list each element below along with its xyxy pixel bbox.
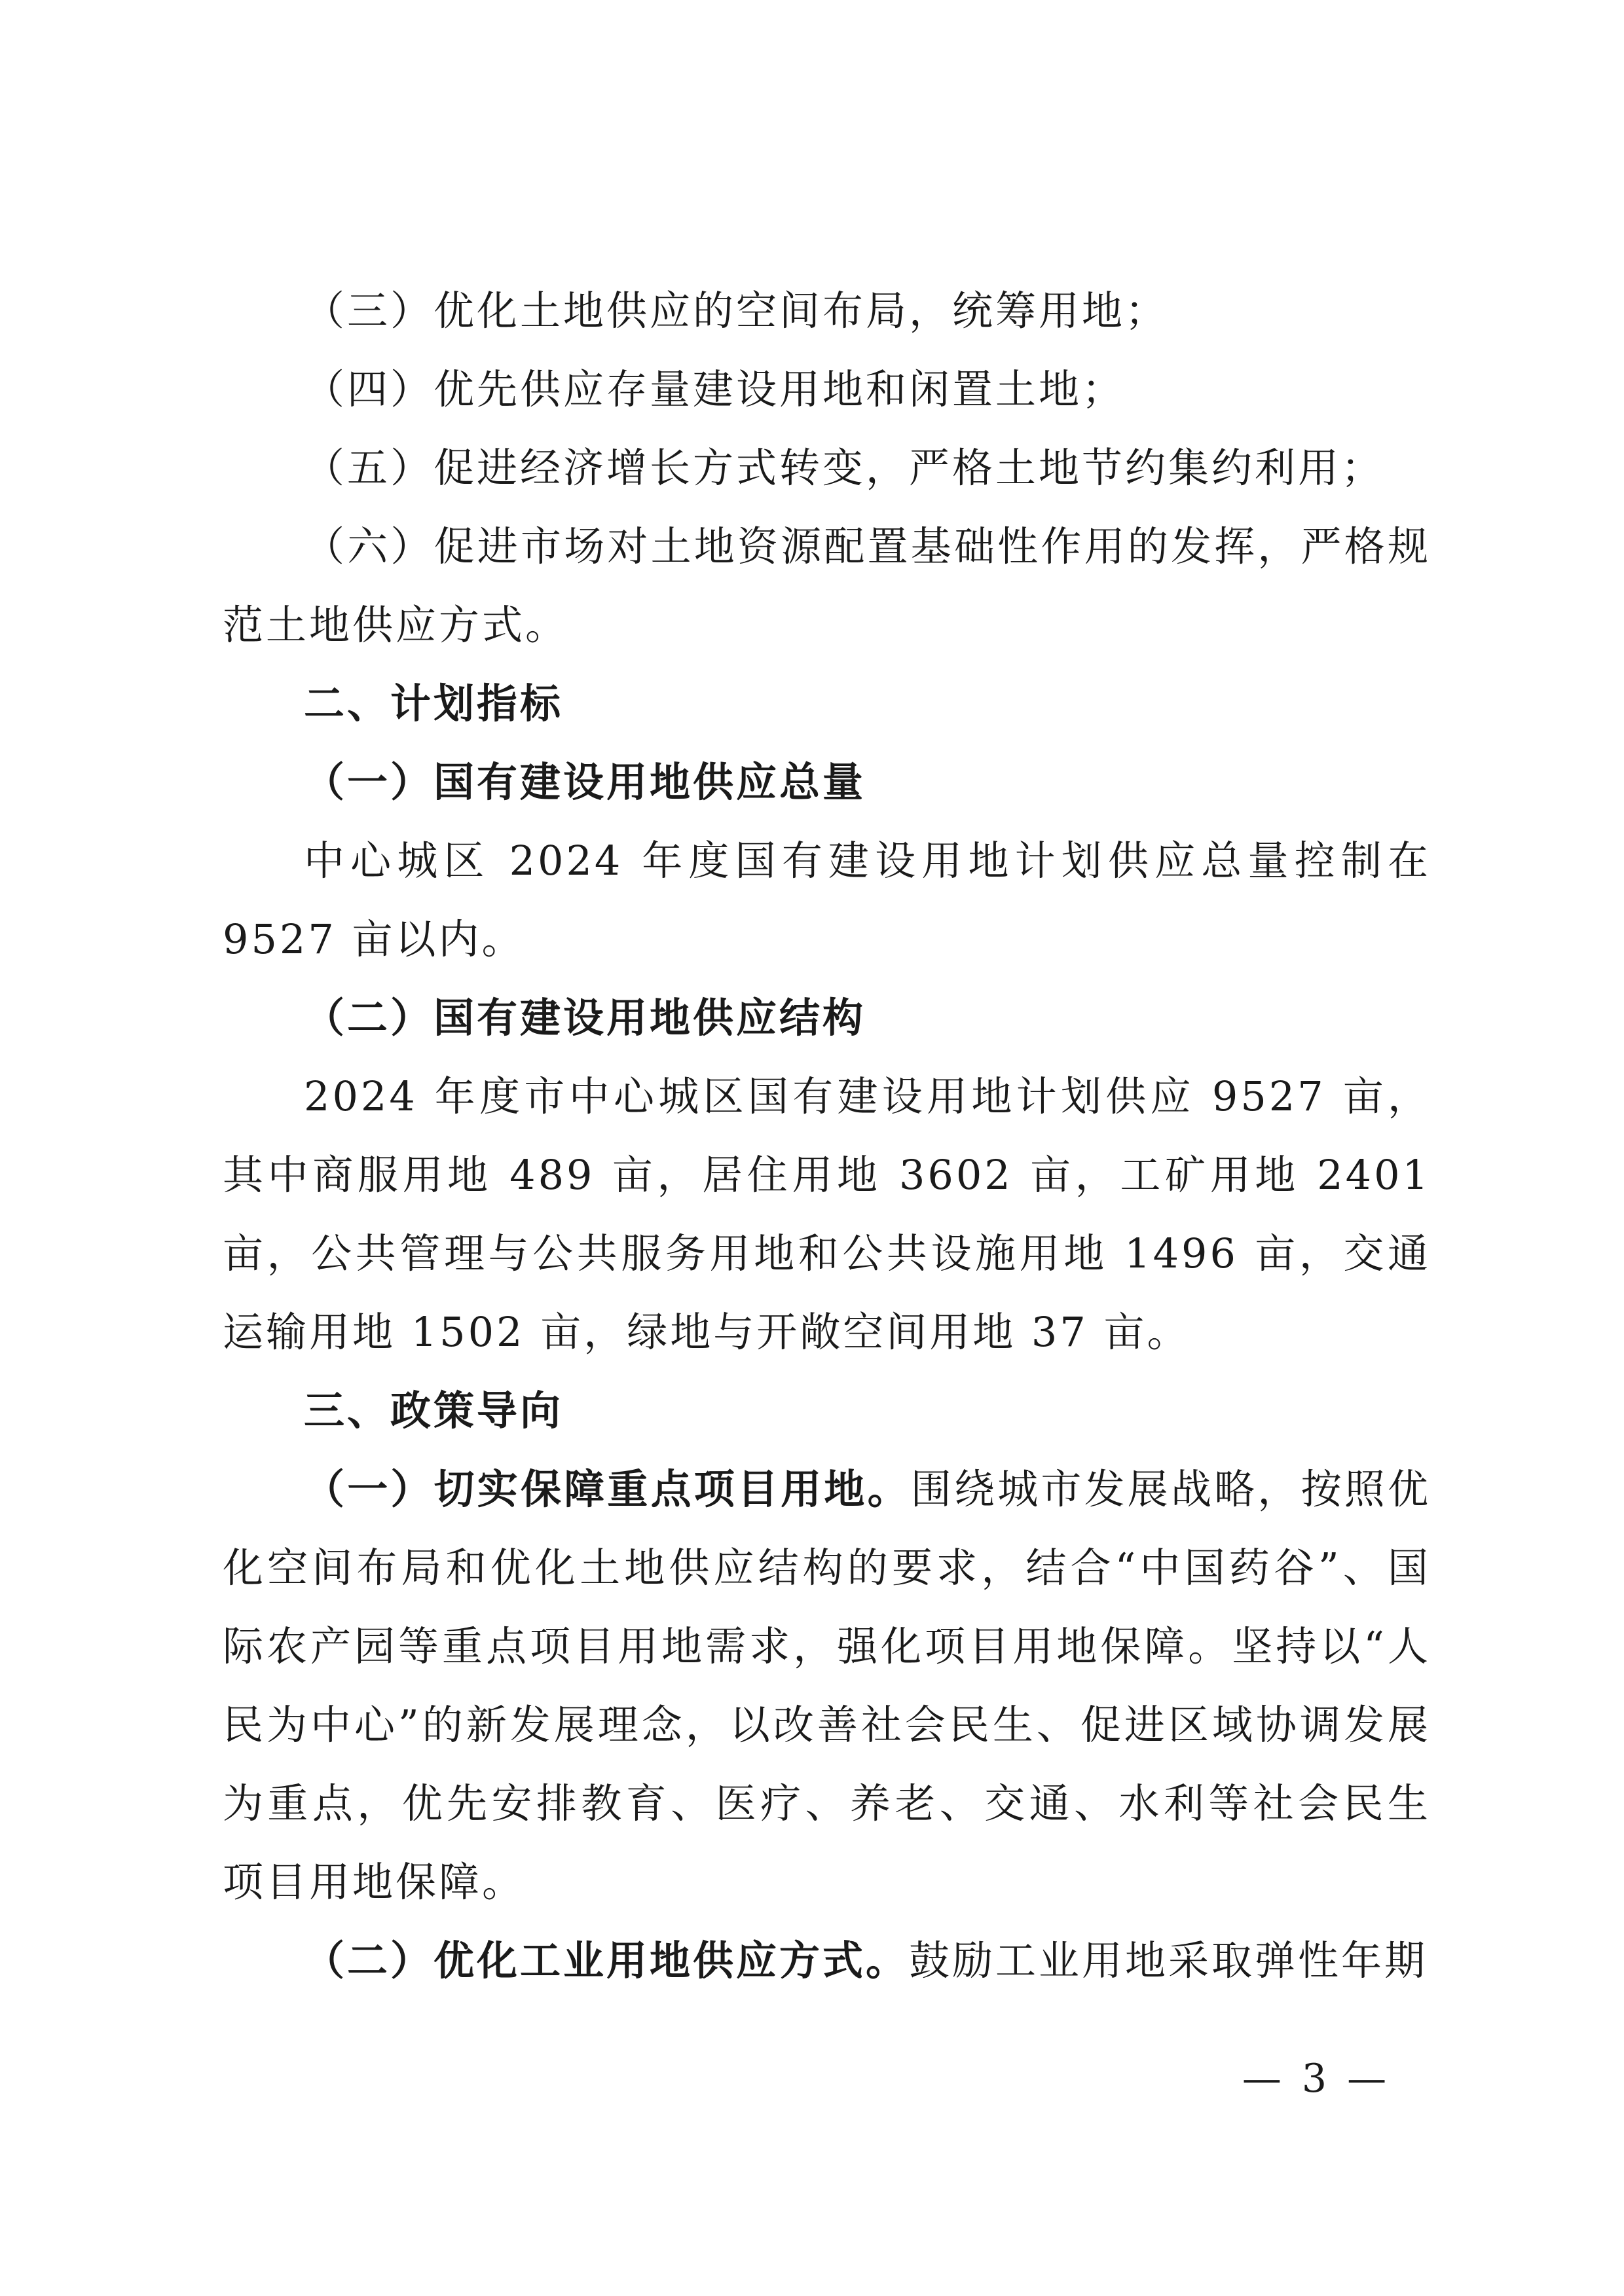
paragraph-item-3: （三）优化土地供应的空间布局，统筹用地； — [304, 287, 1169, 335]
paragraph-lead-key-projects: （一）切实保障重点项目用地。 — [304, 1465, 911, 1513]
paragraph-key-projects — [223, 1450, 1431, 1922]
subheading-supply-structure: （二）国有建设用地供应结构 — [304, 994, 866, 1042]
paragraph-item-5: （五）促进经济增长方式转变，严格土地节约集约利用； — [304, 444, 1385, 492]
section-heading-policy-orientation: 三、政策导向 — [304, 1387, 564, 1434]
paragraph-body-industrial-land: 鼓励工业用地采取弹性年期 — [909, 1937, 1428, 1984]
paragraph-industrial-land — [223, 1922, 1431, 2000]
section-heading-plan-indicators: 二、计划指标 — [304, 680, 564, 727]
subheading-total-supply: （一）国有建设用地供应总量 — [304, 758, 866, 806]
paragraph-item-6: （六）促进市场对土地资源配置基础性作用的发挥，严格规范土地供应方式。 — [223, 522, 1431, 649]
page-number: — 3 — — [1242, 2056, 1391, 2102]
paragraph-supply-structure: 2024 年度市中心城区国有建设用地计划供应 9527 亩，其中商服用地 489 亩，居住用地 3602 亩，工矿用地 2401 亩，公共管理与公共服务用地和公共设施用地 1496 亩，交通运输用地 1502 亩，绿地与开敞空间用地 37 亩。 — [223, 1072, 1431, 1356]
document-body — [223, 272, 1431, 2000]
paragraph-body-key-projects: 围绕城市发展战略，按照优化空间布局和优化土地供应结构的要求，结合“中国药谷”、国际农产园等重点项目用地需求，强化项目用地保障。坚持以“人民为中心”的新发展理念，以改善社会民生、促进区域协调发展为重点，优先安排教育、医疗、养老、交通、水利等社会民生项目用地保障。 — [223, 1465, 1431, 1906]
paragraph-item-4: （四）优先供应存量建设用地和闲置土地； — [304, 365, 1126, 413]
paragraph-total-supply: 中心城区 2024 年度国有建设用地计划供应总量控制在 9527 亩以内。 — [223, 837, 1431, 963]
paragraph-lead-industrial-land: （二）优化工业用地供应方式。 — [304, 1937, 910, 1984]
